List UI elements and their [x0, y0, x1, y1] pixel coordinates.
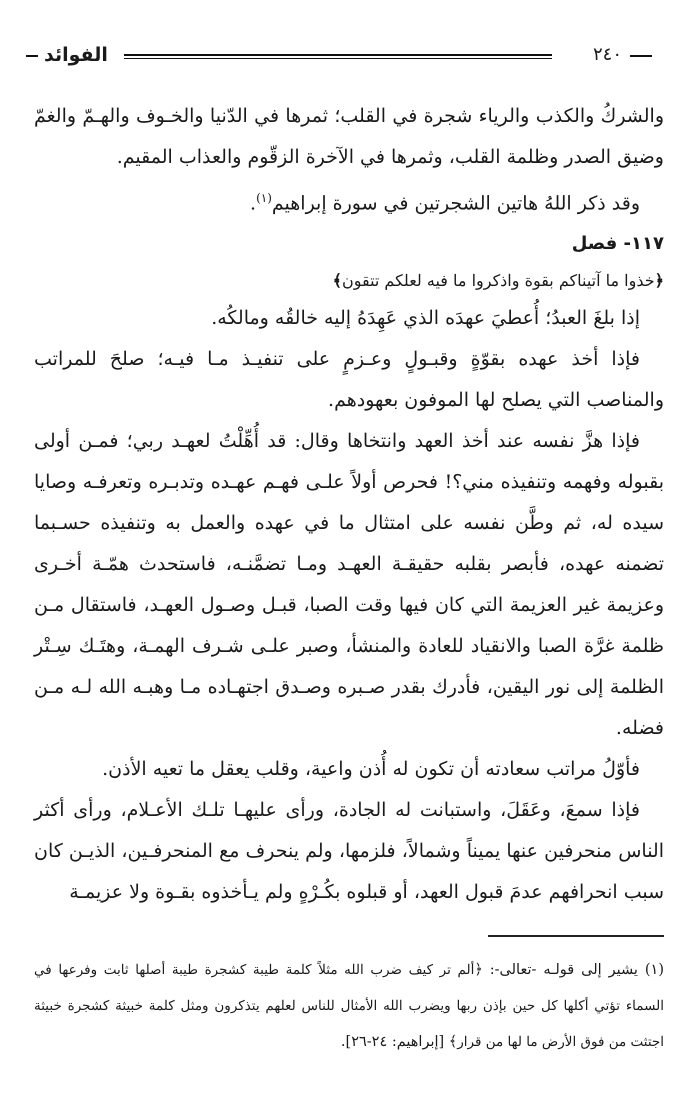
footnote-quote: ألم تر كيف ضرب الله مثلاً كلمة طيبة كشجرة طيبة أصلها ثابت وفرعها في السماء تؤتي أكلها كل حين بإذن ربها ويضرب الله الأمثال للناس لعلهم يتذكرون ومثل كلمة خبيثة كشجرة خبيثة اجتثت من فوق الأرض ما لها من قرار: [34, 962, 664, 1050]
paragraph-2-end: .: [250, 192, 257, 215]
verse-open-bracket: ﴿: [654, 271, 664, 291]
header-rule: [124, 54, 552, 59]
footnote-citation: [إبراهيم: ٢٤-٢٦].: [340, 1034, 445, 1050]
footnote-reference: (١): [256, 191, 272, 205]
paragraph-6: فأوّلُ مراتب سعادته أن تكون له أُذن واعية، وقلب يعقل ما تعيه الأذن.: [102, 758, 640, 781]
paragraph-2: [34, 178, 664, 224]
paragraph-2-text: وقد ذكر اللهُ هاتين الشجرتين في سورة إبراهيم: [271, 192, 640, 215]
verse-text: خذوا ما آتيناكم بقوة واذكروا ما فيه لعلكم تتقون: [341, 271, 655, 291]
footnote-lead: يشير إلى قولـه -تعالى-:: [489, 962, 638, 978]
title-dash: [26, 55, 38, 57]
footnotes: [34, 952, 664, 1060]
footnote-1: [34, 952, 664, 1060]
footnote-number: (١): [644, 962, 665, 978]
book-title: الفوائد: [44, 44, 108, 66]
paragraph-3: إذا بلغَ العبدُ؛ أُعطيَ عهدَه الذي عَهِدَهُ إليه خالقُه ومالكُه.: [211, 307, 640, 330]
footnote-separator: [488, 935, 664, 937]
paragraph-5: فإذا هزَّ نفسه عند أخذ العهد وانتخاها وقال: قد أُهِّلْتُ لعهـد ربي؛ فمـن أولى بقبوله وفهمه وتنفيذه مني؟! فحرص أولاً علـى فهـم عهـده وتدبـره وتعرفـه وصايا سيده له، ثم وطَّن نفسه على امتثال ما في عهده والعمل به وتنفيذه حسـبما تضمنه عهده، فأبصر بقلبه حقيقـة العهـد ومـا تضمَّنـه، فاستحدث همّـة أخـرى وعزيمة غير العزيمة التي كان فيها وقت الصبا، قبـل وصـول العهـد، فاستقال مـن ظلمة غرَّة الصبا والانقياد للعادة والمنشأ، وصبر علـى شـرف الهمـة، وهتَـك سِـتْر الظلمة إلى نور اليقين، فأدرك بقدر صـبره وصـدق اجتهـاده مـا وهبـه الله لـه مـن فضله.: [34, 430, 664, 740]
footnote-quote-close: ﴾: [448, 1034, 458, 1050]
page-number-dash: [630, 55, 652, 57]
paragraph-4: فإذا أخذ عهده بقوّةٍ وقبـولٍ وعـزمٍ على تنفيـذ مـا فيـه؛ صلحَ للمراتب والمناصب التي يصلح لها الموفون بعهودهم.: [34, 348, 664, 412]
footnote-quote-open: ﴿: [474, 962, 483, 978]
section-heading: ١١٧- فصل: [571, 233, 664, 255]
page-number: ٢٤٠: [592, 44, 622, 65]
verse-close-bracket: ﴾: [332, 271, 342, 291]
main-text: [34, 96, 664, 913]
quran-verse: [34, 264, 664, 298]
page-header: [26, 40, 652, 70]
paragraph-7: فإذا سمعَ، وعَقَلَ، واستبانت له الجادة، ورأى عليهـا تلـك الأعـلام، ورأى أكثر الناس منحرفين عنها يميناً وشمالاً، فلزمها، ولم ينحرف مع المنحرفـين، الذيـن كان سبب انحرافهم عدمَ قبول العهد، أو قبلوه بكُـرْهٍ ولم يـأخذوه بقـوة ولا عزيمـة: [34, 799, 664, 904]
paragraph-1: والشركُ والكذب والرياء شجرة في القلب؛ ثمرها في الدّنيا والخـوف والهـمّ والغمّ وضيق الصدر وظلمة القلب، وثمرها في الآخرة الزقّوم والعذاب المقيم.: [34, 105, 664, 168]
